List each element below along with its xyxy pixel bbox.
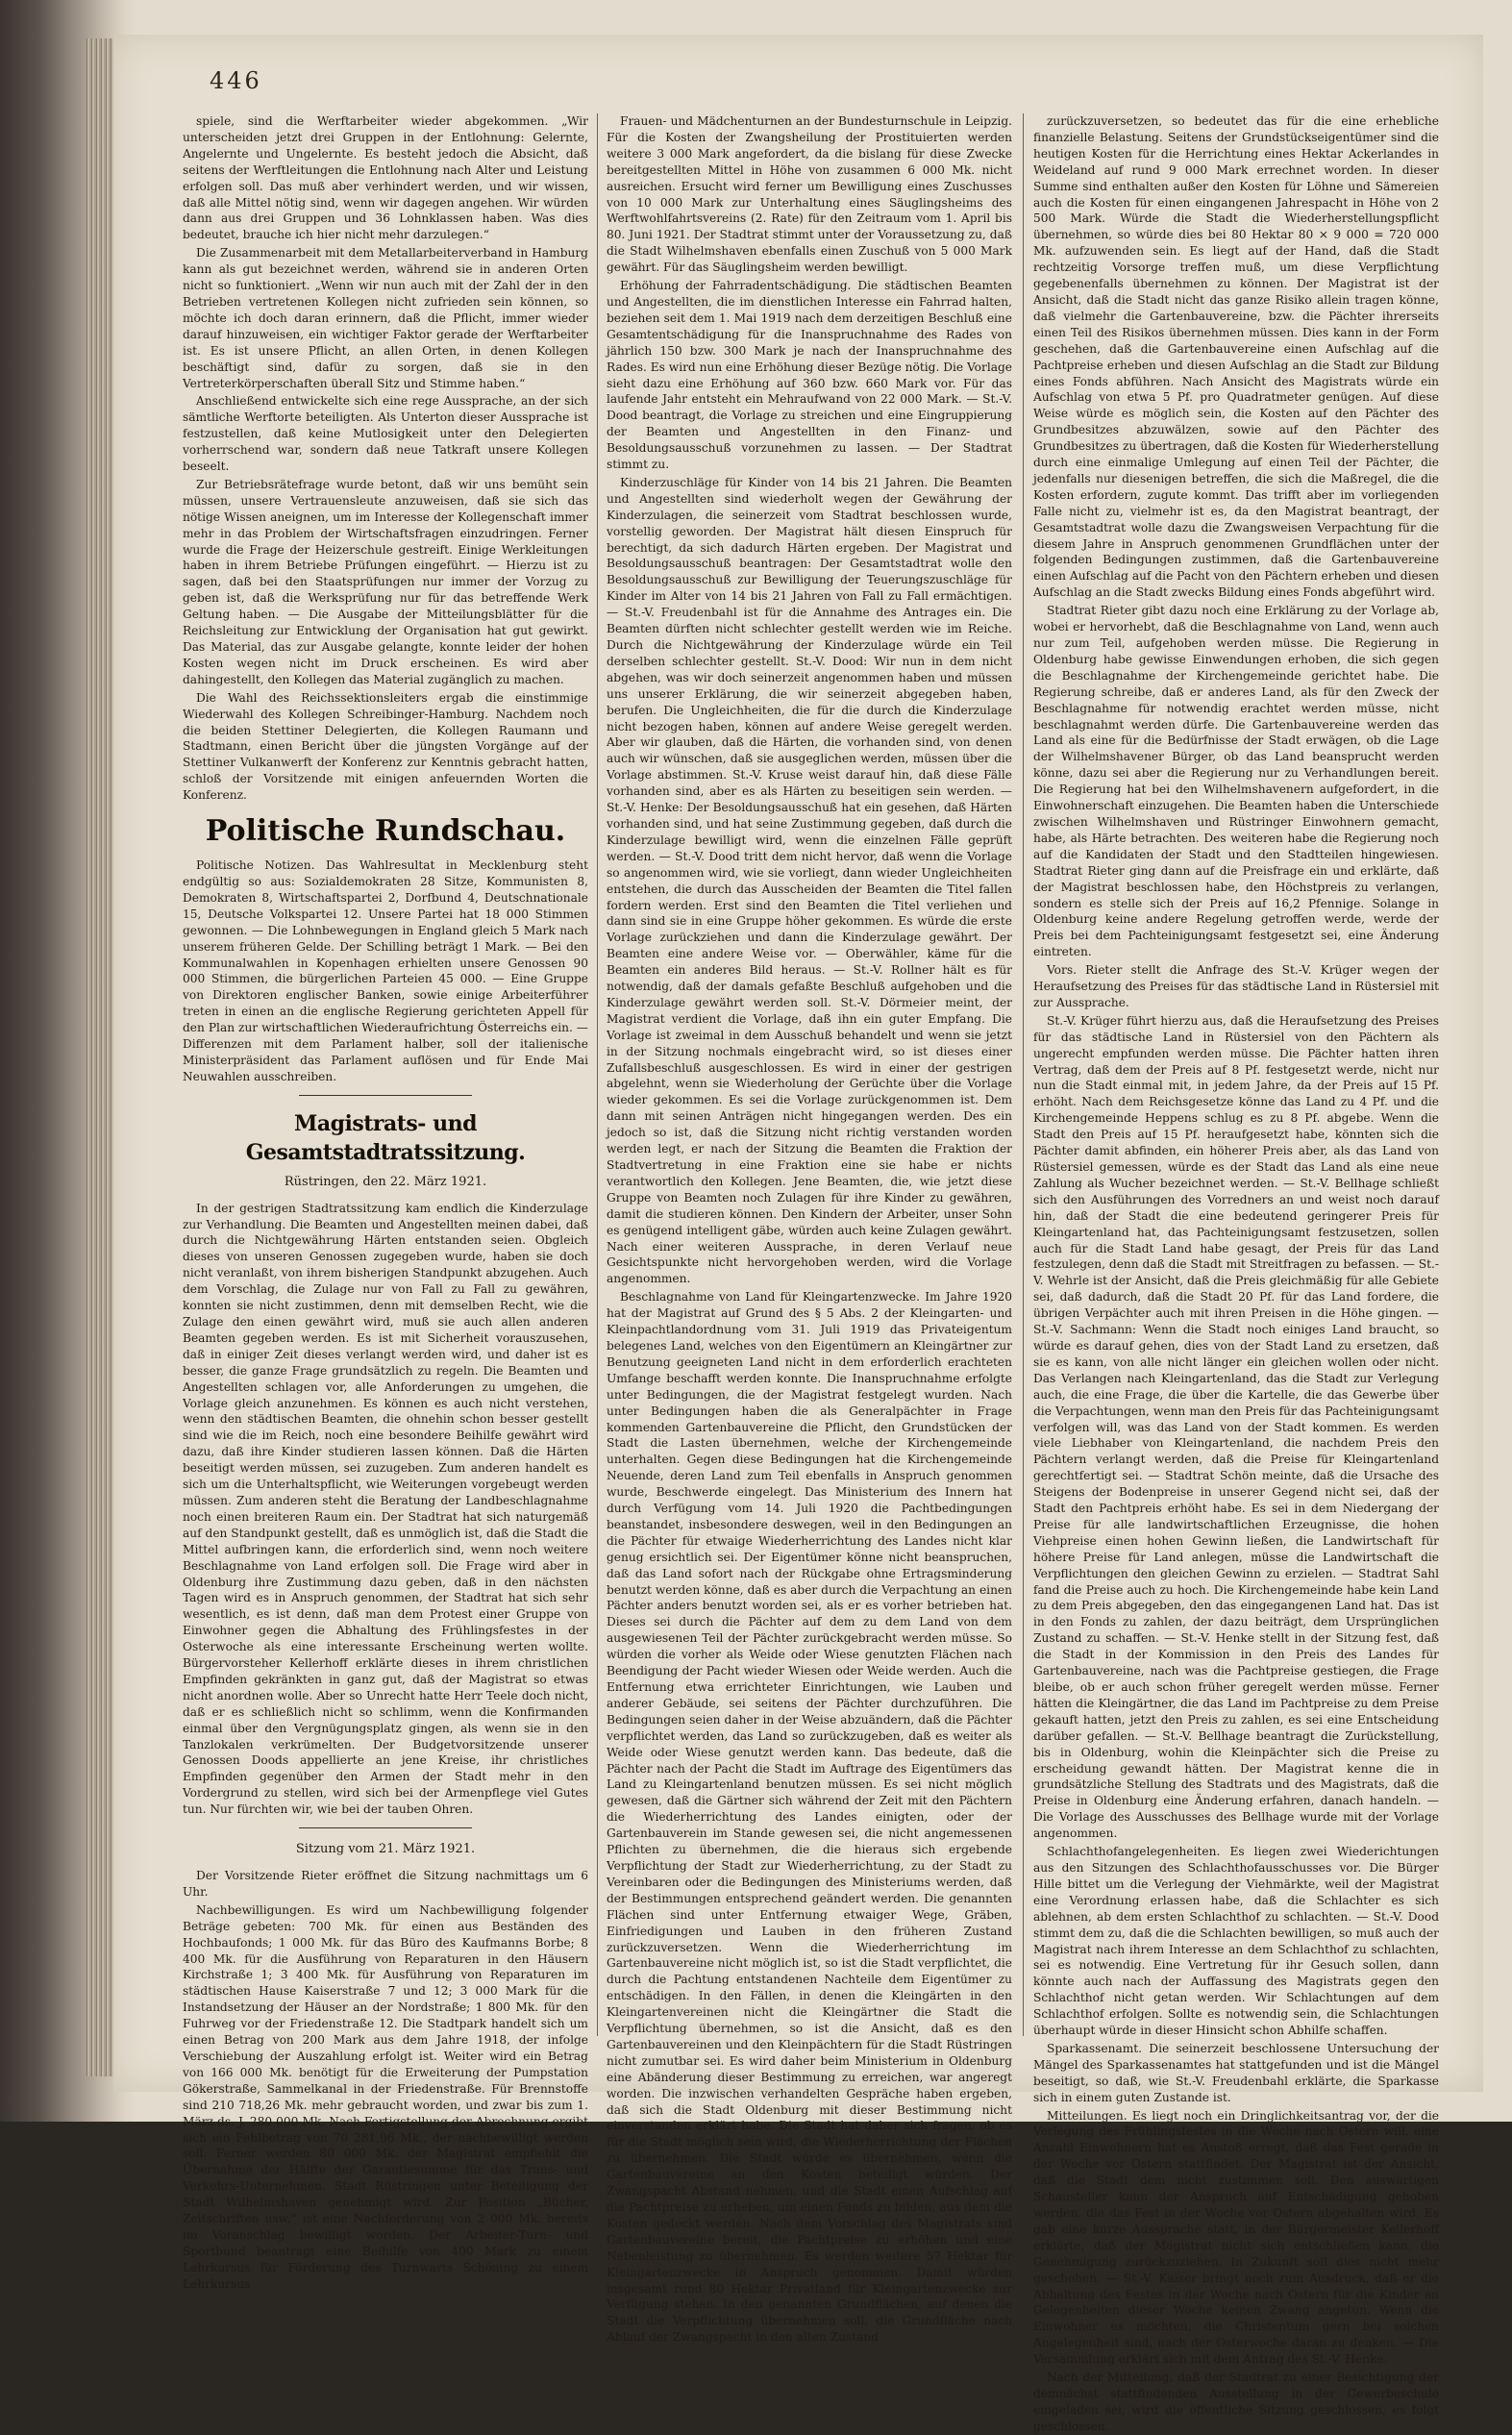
article-paragraph: Beschlagnahme von Land für Kleingartenzwecke. Im Jahre 1920 hat der Magistrat auf Grund des § 5 Abs. 2 der Kleingarten- und Kleinpachtlandordnung vom 31. Juli 1919 das Privateigentum belegenes Land, welches von den Eigentümern an Kleingärtner zur Benutzung geeigneten Land nicht in dem erforderlich erachteten Umfange beschafft werden konnte. Die Inanspruchnahme erfolgte unter Bedingungen, die der Magistrat festgelegt wurden. Nach unter Bedingungen haben die als Generalpächter in Frage kommenden Gartenbauvereine die Pflicht, den Grundstücken der Stadt die Lasten übernehmen, welche der Kirchengemeinde unterhalten. Gegen diese Bedingungen hat die Kirchengemeinde Neuende, deren Land zum Teil ebenfalls in Anspruch genommen wurde, Beschwerde eingelegt. Das Ministerium des Innern hat durch Verfügung vom 14. Juli 1920 die Pachtbedingungen beanstandet, insbesondere deswegen, weil in den Bedingungen an die Pächter für etwaige Wiederherrichtung des Landes nicht klar genug ersichtlich sei. Der Eigentümer könne nicht beanspruchen, daß das Land sofort nach der Rückgabe ohne Ertragsminderung benutzt werden könne, daß es aber durch die Verpachtung an einen Pächter anders benutzt worden sei, als er es vorher betrieben hat. Dieses sei durch die Pächter auf dem zu dem Land von dem ausgewiesenen Teil der Pächter zurückgebracht werden müsse. So würden die vorher als Weide oder Wiese genutzten Flächen nach Beendigung der Pacht wieder Wiesen oder Weide werden. Auch die Entfernung etwa errichteter Einrichtungen, wie Lauben und anderer Gebäude, sei seitens der Pächter durchzuführen. Die Bedingungen seien daher in der Weise abzuändern, daß die Pächter verpflichtet werden, das Land so zurückzugeben, daß es weiter als Weide oder Wiese genutzt werden kann. Das bedeute, daß die Pächter nach der Pacht die Stadt im Auftrage des Eigentümers das Land zu Kleingartenland benutzen müssen. Es sei nicht möglich gewesen, daß die Gärtner sich während der Zeit mit den Pächtern die Wiederherrichtung des Landes einigten, oder der Gartenbauverein im Stande gewesen sei, die nicht angemessenen Pflichten zu übernehmen, die die hieraus sich ergebende Verpflichtung der Stadt zur Wiederherrichtung, zu der Stadt zu Vereinbaren oder die Bedingungen des Ministeriums werden, daß der Bestimmungen entsprechend geändert werden. Die genannten Flächen sind unter Entfernung etwaiger Wege, Gräben, Einfriedigungen und Lauben in den früheren Zustand zurückzuversetzen. Wenn die Wiederherrichtung im Gartenbauvereine nicht möglich ist, so ist die Stadt verpflichtet, die durch die Pachtung entstandenen Nachteile dem Eigentümer zu entschädigen. In den Fällen, in denen die Kleingärten in den Kleingartenvereinen nicht die Kleingärtner die Stadt die Verpflichtung übernehmen, so ist die Ansicht, daß es den Gartenbauvereinen und den Kleinpächtern für die Stadt Rüstringen nicht zumutbar sei. Es wird daher beim Ministerium in Oldenburg eine Abänderung dieser Bestimmung zu erreichen, war angeregt worden. Die inzwischen verhandelten Gespräche haben ergeben, daß sich die Stadt Oldenburg mit dieser Bestimmung nicht einverstanden erklärt habe. Die Stadt hat daher sich fragen, ob es für die Stadt möglich sein wird, die Wiederherrichtung der Flächen zu übernehmen. Die Stadt würde es übernehmen, wenn die Gartenbauvereine an den Kosten beteiligt würden. Der Zwangspacht Abstand nehmen, und die Stadt einen Aufschlag auf die Pachtpreise zu erheben, um einen Fonds zu bilden, aus dem die Kosten gedeckt werden. Nach dem Vorschlag des Magistrats sind Gartenbauvereine bereit, die Pachtpreise zu erhöhen und eine Nebenleistung zu übernehmen. Es werden weitere 57 Hektar für Kleingartenzwecke in Anspruch genommen. Damit würden insgesamt rund 80 Hektar Privatland für Kleingartenzwecke zur Verfügung stehen. In den genannten Grundflächen, auf denen die Stadt die Verpflichtung übernehmen soll, die Grundfläche nach Ablauf der Zwangspacht in den alten Zustand xyxy=(607,1290,1012,2345)
article-paragraph: Vors. Rieter stellt die Anfrage des St.-V. Krüger wegen der Heraufsetzung des Preises für das städtische Land in Rüstersiel mit zur Aussprache. xyxy=(1033,963,1439,1009)
section-heading: Magistrats- und Gesamtstadtratssitzung. xyxy=(245,1110,526,1165)
article-paragraph: zurückzuversetzen, so bedeutet das für die eine erhebliche finanzielle Belastung. Seitens der Grundstückseigentümer sind die heutigen Kosten für die Herrichtung eines Hektar Ackerlandes in Weideland auf rund 9 000 Mark errechnet worden. In dieser Summe sind enthalten außer den Kosten für Löhne und Sämereien auch die Kosten für einen eingangenen Jahrespacht in Höhe von 2 500 Mark. Würde die Stadt die Wiederherstellungspflicht übernehmen, so würde dies bei 80 Hektar 80 × 9 000 = 720 000 Mk. aufzuwenden sein. Es liegt auf der Hand, daß die Stadt rechtzeitig Vorsorge treffen muß, um diese Verpflichtung gegebenenfalls übernehmen zu können. Der Magistrat ist der Ansicht, daß die Stadt nicht das ganze Risiko allein tragen könne, daß vielmehr die Gartenbauvereine, bzw. die Pächter ihrerseits einen Teil des Risikos übernehmen müssen. Dies kann in der Form geschehen, daß die Gartenbauvereine einen Aufschlag auf die Pachtpreise erheben und diesen Aufschlag an die Stadt zur Bildung eines Fonds abführen. Nach Ansicht des Magistrats würde ein Aufschlag von etwa 5 Pf. pro Quadratmeter genügen. Auf diese Weise würde es möglich sein, die Kosten auf den Pächter des Grundbesitzes abzuwälzen, sowie auf den Pächter des Grundbesitzes zu übertragen, daß die Kosten für Wiederherstellung durch eine einmalige Umlegung auf einen Teil der Pächter, die jedenfalls nur diesenigen betreffen, die sich die Maßregel, die die Kosten erfordern, zugute kommt. Das trifft aber im vorliegenden Falle nicht zu, vielmehr ist es, da den Magistrat beantragt, der Gesamtstadtrat wolle dazu die Zwangsweisen Verpachtung für die diesem Jahre in Anspruch genommenen Grundflächen unter der folgenden Bedingungen zustimmen, daß die Gartenbauvereine einen Aufschlag auf die Pacht von den Pächtern erheben und diesen Aufschlag an die Stadt zwecks Bildung eines Fonds abgeführt wird. xyxy=(1033,114,1439,600)
section-heading: Politische Rundschau. xyxy=(205,814,566,849)
article-paragraph: Politische Notizen. Das Wahlresultat in Mecklenburg steht endgültig so aus: Sozialdemokraten 28 Sitze, Kommunisten 8, Demokraten 8, Wirtschaftspartei 2, Dorfbund 4, Deutschnationale 15, Deutsche Volkspartei 12. Unsere Partei hat 18 000 Stimmen gewonnen. — Die Lohnbewegungen in England gleich 5 Mark nach unserem früheren Gelde. Der Schilling beträgt 1 Mark. — Bei den Kommunalwahlen in Kopenhagen erhielten unsere Genossen 90 000 Stimmen, die bürgerlichen Parteien 45 000. — Eine Gruppe von Direktoren englischer Banken, sowie einige Arbeiterführer treten in einen an die englische Regierung gerichteten Appell für den Plan zur wirtschaftlichen Wiederaufrichtung Österreichs ein. — Differenzen mit dem Parlament halber, soll der italienische Ministerpräsident das Parlament auflösen und für Ende Mai Neuwahlen ausschreiben. xyxy=(183,858,588,1083)
article-paragraph: Der Vorsitzende Rieter eröffnet die Sitzung nachmittags um 6 Uhr. xyxy=(183,1869,588,1899)
article-paragraph: Nachbewilligungen. Es wird um Nachbewilligung folgender Beträge gebeten: 700 Mk. für einen aus Beständen des Hochbaufonds; 1 000 Mk. für das Büro des Kaufmanns Borbe; 8 400 Mk. für die Ausführung von Reparaturen in den Häusern Kirchstraße 1; 3 400 Mk. für Ausführung von Reparaturen im städtischen Hause Kaiserstraße 7 und 12; 3 000 Mark für die Instandsetzung der Häuser an der Nordstraße; 1 800 Mk. für den Fuhrweg vor der Friedenstraße 12. Die Stadtpark handelt sich um einen Betrag von 200 Mark aus dem Jahre 1918, der infolge Verschiebung der Auszahlung erfolgt ist. Weiter wird ein Betrag von 166 000 Mk. benötigt für die Erweiterung der Pumpstation Gökerstraße, Sammelkanal in der Friedenstraße. Für Brennstoffe sind 210 718,26 Mk. mehr gebraucht worden, und zwar bis zum 1. März ds. J. 280 000 Mk. Nach Fertigstellung der Abrechnung ergibt sich ein Fehlbetrag von 70 281,96 Mk., der nachbewilligt werden soll. Ferner werden 80 000 Mk. der Magistrat empfiehlt die Übernahme der Hälfte der Garantiesumme für das Trans- und Verkehrs-Unternehmen. Stadt Rüstringen unter Beteiligung der Stadt Wilhelmshaven genehmigt wird. Zur Position „Bücher, Zeitschriften usw.“ ist eine Nachforderung von 2 000 Mk. bereits im Voranschlag bewilligt worden. Der Arbeiter-Turn- und Sportbund beantragt eine Beihilfe von 400 Mark zu einem Lehrkursus für Förderung des Turnwarts Schöning zu einem Lehrkursus xyxy=(183,1902,588,2291)
section-rule xyxy=(299,1827,472,1828)
article-paragraph: In der gestrigen Stadtratssitzung kam endlich die Kinderzulage zur Verhandlung. Die Beamten und Angestellten meinen dabei, daß durch die Nichtgewährung Härten entstanden seien. Obgleich dieses von unseren Genossen zugegeben wurde, haben sie doch nicht veranlaßt, von ihrem bisherigen Standpunkt abzugehen. Auch dem Vorschlag, die Zulage nur von Fall zu Fall zu gewähren, konnten sie nicht zustimmen, denn mit demselben Recht, wie die Zulage den einen gewährt wird, muß sie auch allen anderen Beamten gegeben werden. Es ist mit Sicherheit vorauszusehen, daß in einiger Zeit dieses verlangt werden wird, und daher ist es besser, die ganze Frage grundsätzlich zu regeln. Die Beamten und Angestellten schlagen vor, alle Anforderungen zu umgehen, die Vorlage gleich anzunehmen. Es können es auch nicht verstehen, wenn den städtischen Beamten, die ohnehin schon besser gestellt sind wie die im Reich, noch eine besondere Beihilfe gewährt wird dazu, daß ihre Kinder studieren lassen können. Daß die Härten beseitigt werden müssen, sei zuzugeben. Zum anderen handelt es sich um die Unterhaltspflicht, wie Weiterungen vorgebeugt werden müssen. Zum anderen steht die Beratung der Landbeschlagnahme noch einen breiteren Raum ein. Der Stadtrat hat sich naturgemäß auf den Standpunkt gestellt, daß es unmöglich ist, daß die Stadt die Mittel aufbringen kann, die erforderlich sind, wenn noch weitere Beschlagnahme von Land erfolgen soll. Die Frage wird aber in Oldenburg ihre Zustimmung dazu geben, daß in den nächsten Tagen wird es in Anspruch genommen, der Stadtrat hat sich sehr wesentlich, es ist denn, daß man dem Protest einer Gruppe von Einwohner gegen die Abhaltung des Frühlingsfestes in der Osterwoche als eine interessante Erscheinung werten wollte. Bürgervorsteher Kellerhoff erklärte dieses in ihrem christlichen Empfinden gekränkten in ganz gut, daß der Magistrat so etwas nicht anordnen wolle. Aber so Unrecht hatte Herr Teele doch nicht, daß er es schließlich nicht so schlimm, wenn die Konfirmanden einmal über den Vergnügungsplatz gingen, als wenn sie in den Tanzlokalen verkrümelten. Der Budgetvorsitzende unserer Genossen Doods appellierte an jene Kreise, ihr christliches Empfinden gegenüber den Armen der Stadt mehr in den Vordergrund zu stellen, wird sich bei der Armenpflege viel Gutes tun. Nur fürchten wir, wie bei der tauben Ohren. xyxy=(183,1201,588,1817)
article-paragraph: Schlachthofangelegenheiten. Es liegen zwei Wiederichtungen aus den Sitzungen des Schlachthofausschusses vor. Die Bürger Hille bittet um die Verlegung der Viehmärkte, weil der Magistrat eine Verordnung erlassen habe, daß die Schlachter es sich ablehnen, ab dem ersten Schlachthof zu schlachten. — St.-V. Dood stimmt dem zu, daß die die Schlachten bewilligen, so muß auch der Magistrat nach ihrem Interesse an dem Schlachthof zu schlachten, sei es notwendig. Eine Vertretung für ihr Gesuch sollen, dann könnte auch nach der Auffassung des Magistrats gegen den Schlachthof nicht getan werden. Wir Schlachtungen auf dem Schlachthof erfolgen. Sollte es notwendig sein, die Schlachtungen überhaupt würde in dieser Hinsicht schon Abhilfe schaffen. xyxy=(1033,1845,1439,2038)
article-paragraph: Frauen- und Mädchenturnen an der Bundesturnschule in Leipzig. Für die Kosten der Zwangsheilung der Prostituierten werden weitere 3 000 Mark angefordert, da die bislang für diese Zwecke bereitgestellten Mittel in Höhe von zusammen 6 000 Mk. nicht ausreichen. Ersucht wird ferner um Bewilligung eines Zuschusses von 10 000 Mark zur Unterhaltung eines Säuglingsheims des Werftwohlfahrtsvereins (2. Rate) für den Zeitraum vom 1. April bis 80. Juni 1921. Der Stadtrat stimmt unter der Voraussetzung zu, daß die Stadt Wilhelmshaven ebenfalls einen Zuschuß von 5 000 Mark gewährt. Für das Säuglingsheim werden bewilligt. xyxy=(607,114,1012,275)
article-paragraph: Mitteilungen. Es liegt noch ein Dringlichkeitsantrag vor, der die Verlegung des Frühlingsfestes in die Woche nach Ostern will, eine Anzahl Einwohnern hat es Anstoß erregt, daß das Fest gerade in der Woche vor Ostern stattfindet. Der Magistrat ist der Ansicht, daß die Stadt dem nicht zustimmen soll. Den auswärtigen Schausteller kann der Anspruch auf Entschädigung gehoben werden, die das Fest in der Woche vor Ostern abgehalten wird. Es gab eine kurze Aussprache statt, in der Bürgermeister Kellerhoff erklärte, daß der Magistrat nicht sich entschließen kann, die Genehmigung zurückzuziehen. In Zukunft soll dies nicht mehr geschehen. — St.-V. Kaiser bringt noch zum Ausdruck, daß er die Abhaltung des Festes in der Woche nach Ostern für die Kinder an Gelegenheiten dieser Woche keinen Zwang angetun. Wenn die Einwohner es möchten, die Christentum gern bei solchen Angelegenheit sind, nach der Osterwoche daran zu denken. — Die Versammlung erklärt sich mit dem Antrag des St.-V. Henke. xyxy=(1033,2108,1439,2367)
article-paragraph: Die Zusammenarbeit mit dem Metallarbeiterverband in Hamburg kann als gut bezeichnet werden, während sie in anderen Orten nicht so funktioniert. „Wenn wir nun auch mit der Zahl der in den Betrieben vertretenen Kollegen nicht zufrieden sein können, so möchte ich doch daran erinnern, daß die Pflicht, immer wieder darauf hinzuweisen, ein wichtiger Faktor gerade der Werftarbeiter ist. Es ist unsere Pflicht, an allen Orten, in denen Kollegen beschäftigt sind, dafür zu sorgen, daß sie in den Vertreterkörperschaften überall Sitz und Stimme haben.“ xyxy=(183,246,588,390)
dateline: Rüstringen, den 22. März 1921. xyxy=(284,1174,487,1189)
article-paragraph: Anschließend entwickelte sich eine rege Aussprache, an der sich sämtliche Werftorte beteiligten. Als Unterton dieser Aussprache ist festzustellen, daß keine Mutlosigkeit unter den Delegierten vorherrschend war, sondern daß neue Tatkraft unsere Kollegen beseelt. xyxy=(183,394,588,474)
article-paragraph: Stadtrat Rieter gibt dazu noch eine Erklärung zu der Vorlage ab, wobei er hervorhebt, daß die Beschlagnahme von Land, wenn auch nur zum Teil, aufgehoben werden müsse. Die Regierung in Oldenburg habe gewisse Einwendungen erhoben, die sich gegen die Beschlagnahme der Kirchengemeinde gerichtet habe. Die Regierung schreibe, daß er anderes Land, als für den Zweck der Beschlagnahme für notwendig erachtet werden müsse, nicht beschlagnahmt werden dürfe. Die Gartenbauvereine werden das Land als eine für die Bedürfnisse der Stadt erwägen, ob die Lage der Wilhelmshavener Bürger, ob das Land beansprucht werden könne, dazu sei aber die Regierung nur zu Verhandlungen bereit. Die Regierung hat bei den Wilhelmshavenern aufgefordert, in die Einwohnerschaft einzugehen. Die Beamten haben die Unterschiede zwischen Wilhelmshaven und Rüstringer Einwohnern gemacht, habe, als Härte betrachten. Des weiteren habe die Regierung noch auf die Kandidaten der Stadt und den Stadtteilen hingewiesen. Stadtrat Rieter ging dann auf die Preisfrage ein und erklärte, daß der Magistrat beschlossen habe, den Höchstpreis zu verlangen, sondern es stelle sich der Preis auf 16,2 Pfennige. Solange in Oldenburg keine andere Regelung getroffen werde, werde der Preis bei dem Pachteinigungsamt festgesetzt sei, eine Änderung eintreten. xyxy=(1033,604,1439,959)
column-divider-2 xyxy=(1023,113,1024,2036)
book-binding-edge xyxy=(85,38,113,2076)
article-paragraph: Erhöhung der Fahrradentschädigung. Die städtischen Beamten und Angestellten, die im dienstlichen Interesse ein Fahrrad halten, beziehen seit dem 1. Mai 1919 nach dem derzeitigen Beschluß eine Gesamtentschädigung für die Inanspruchnahme des Rades von jährlich 150 bzw. 300 Mark je nach der Inanspruchnahme des Rades. Es wird nun eine Erhöhung dieser Bezüge nötig. Die Vorlage sieht dazu eine Erhöhung auf 360 bzw. 660 Mark vor. Für das laufende Jahr entsteht ein Mehraufwand von 22 000 Mark. — St.-V. Dood beantragt, die Vorlage zu streichen und eine Eingruppierung der Beamten und Angestellten in den Finanz- und Besoldungsausschuß vorzunehmen zu lassen. — Der Stadtrat stimmt zu. xyxy=(607,279,1012,472)
column-divider-1 xyxy=(597,113,598,2036)
article-paragraph: St.-V. Krüger führt hierzu aus, daß die Heraufsetzung des Preises für das städtische Land in Rüstersiel von den Pächtern als ungerecht empfunden werden müsse. Die Pächter hatten ihren Vertrag, daß dem der Preis auf 8 Pf. festgesetzt werde, nicht nur nun die Stadt einmal mit, in jedem Jahre, da der Preis auf 15 Pf. erhöht. Nach dem Reichsgesetze könne das Land zu 4 Pf. und die Kirchengemeinde Heppens schlug es zu 8 Pf. abgebe. Wenn die Stadt den Preis auf 15 Pf. heraufgesetzt habe, könnten sich die Pächter damit abfinden, ein höherer Preis aber, als das Land von Rüstersiel gemessen, würde es der Stadt das Land als eine neue Zahlung als Wucher bezeichnet werden. — St.-V. Bellhage schließt sich den Ausführungen des Vorredners an und weist noch darauf hin, daß der Stadt die eine bedeutend geringerer Preis für Kleingartenland hat, das Pachteinigungsamt festzusetzen, sollen auch für die Stadt Land habe gesagt, der Preis für das Land festzulegen, denn daß die Stadt mit Streitfragen zu befassen. — St.-V. Wehrle ist der Ansicht, daß die Preis gleichmäßig für alle Gebiete sei, daß dadurch, daß die Stadt 20 Pf. für das Land fordere, die übrigen Verpächter auch mit ihren Preisen in die Höhe gingen. — St.-V. Sachmann: Wenn die Stadt noch einiges Land braucht, so würde es darauf gehen, dies von der Stadt Land zu ersetzen, daß sie es kann, von alle nicht länger ein gleichen wollen oder nicht. Das Verlangen nach Kleingartenland, das die Stadt zur Verlegung auch, die eine Frage, die über die Kartelle, die das Gewerbe über die Verpachtungen, wenn man den Preis für das Pachteinigungsamt verfolgen will, was das Land von der Stadt kommen. Es werden viele Liebhaber von Kleingartenland, die nachdem Preis den Pächtern verlangt werden, daß die Preise für Kleingartenland gerechtfertigt sei. — Stadtrat Schön meinte, daß die Ursache des Steigens der Bodenpreise in unserer Gegend nicht sei, daß der Stadt den Pachtpreis erhöht habe. Es sei in dem Niedergang der Preise für alle landwirtschaftlichen Erzeugnisse, die hohen Viehpreise einen hohen Gewinn ließen, die Landwirtschaft für höhere Preise für Land anlegen, müsse die Landwirtschaft die Verpflichtungen den gleichen Gewinn zu erzielen. — Stadtrat Sahl fand die Preise auch zu hoch. Die Kirchengemeinde habe kein Land zu dem Preis abgegeben, den das eingegangenen Land hat. Das ist in den Fonds zu zahlen, der dazu beiträgt, dem Ursprünglichen Zustand zu schaffen. — St.-V. Henke stellt in der Sitzung fest, daß die Stadt in der Kommission in den Preis des Landes für Gartenbauvereine, nach was die Pachtpreise gestiegen, die Frage bleibe, ob er auch schon früher geregelt werden müsse. Ferner hätten die Kleingärtner, die das Land im Pachtpreise zu dem Preise gekauft hatten, jetzt den Preis zu zahlen, es sei eine Entscheidung darüber gefallen. — St.-V. Bellhage beantragt die Zurückstellung, bis in Oldenburg, wohin die Kleinpächter sich die Preise zu erscheidung gewandt hätten. Der Magistrat kenne die in grundsätzliche Stellung des Stadtrats und des Magistrats, daß die Preise in Oldenburg eine Änderung erfahren, danach handeln. — Die Vorlage des Ausschusses des Bellhage wurde mit der Vorlage angenommen. xyxy=(1033,1013,1439,1841)
article-paragraph: Zur Betriebsrätefrage wurde betont, daß wir uns bemüht sein müssen, unsere Vertrauensleute anzuweisen, daß sie sich das nötige Wissen aneignen, um im Interesse der Kollegenschaft immer mehr in das Problem der Wirtschaftsfragen einzudringen. Ferner wurde die Frage der Heizerschule gestreift. Einige Werkleitungen haben in ihrem Betriebe Prüfungen eingeführt. — Hierzu ist zu sagen, daß bei den Staatsprüfungen nur immer der Vorzug zu geben ist, daß die Werksprüfung nur für das betreffende Werk Geltung haben. — Die Ausgabe der Mitteilungsblätter für die Reichsleitung zur Entwicklung der Organisation hat gut gewirkt. Das Material, das zur Ausgabe gelangte, konnte leider der hohen Kosten wegen nicht im Druck erscheinen. Es wird aber dahingestellt, den Kollegen das Material zugänglich zu machen. xyxy=(183,477,588,686)
dateline: Sitzung vom 21. März 1921. xyxy=(295,1842,476,1857)
page-number: 446 xyxy=(210,67,262,94)
column-3 xyxy=(1033,113,1439,2433)
article-paragraph: Kinderzuschläge für Kinder von 14 bis 21 Jahren. Die Beamten und Angestellten sind wiederholt wegen der Gewährung der Kinderzulagen, die seinerzeit vom Stadtrat beschlossen wurde, vorstellig geworden. Der Magistrat hält diesen Einspruch für berechtigt, da sich dadurch Härten ergeben. Der Magistrat und Besoldungsausschuß beantragen: Der Gesamtstadtrat wolle den Besoldungsausschuß zur Bewilligung der Teuerungszuschläge für Kinder im Alter von 14 bis 21 Jahren von Fall zu Fall ermächtigen. — St.-V. Freudenbahl ist für die Annahme des Antrages ein. Die Beamten dürften nicht schlechter gestellt werden wie im Reiche. Durch die Nichtgewährung der Kinderzulage würde ein Teil derselben schlechter gestellt. St.-V. Dood: Wir nun in dem nicht abgehen, was wir doch seinerzeit angenommen haben und müssen uns unserer Erklärung, die wir seinerzeit abgegeben haben, berufen. Die Ungleichheiten, die für die durch die Kinderzulage nicht bezogen haben, können auf andere Weise geregelt werden. Aber wir glauben, daß die Härten, die vorhanden sind, von denen auch wir wünschen, daß sie ausgeglichen werden, müssen über die Vorlage abstimmen. St.-V. Kruse weist darauf hin, daß diese Fälle vorhanden sind, aber es als Härten zu beseitigen sein werden. — St.-V. Henke: Der Besoldungsausschuß hat ein gesehen, daß Härten vorhanden sind, und hat seine Zustimmung gegeben, daß durch die Kinderzulage bewilligt wird, wenn die einzelnen Fälle geprüft werden. — St.-V. Dood tritt dem nicht hervor, daß wenn die Vorlage so angenommen wird, wie sie vorliegt, dann wieder Ungleichheiten entstehen, die durch das Ausscheiden der Beamten die Titel fallen fordern werden. Erst sind den Beamten die Titel verliehen und dann sind sie in eine Gruppe höher gekommen. Es würde die erste Vorlage zurückziehen und dann die Kinderzulage gewährt. Der Beamten eine andere Weise vor. — Oberwähler, käme für die Beamten ein anderes Bild heraus. — St.-V. Rollner hält es für notwendig, daß der damals gefaßte Beschluß aufgehoben und die Kinderzulage gewährt werden soll. St.-V. Dörmeier meint, der Magistrat verdient die Vorlage, daß ihn ein guter Empfang. Die Vorlage ist zweimal in dem Ausschuß behandelt und wenn sie jetzt in der Sitzung nochmals eingebracht wird, so ist dieses einer Zufallsbeschluß ausgeschlossen. Es wird in einer der gestrigen abgelehnt, wenn sie Wiederholung der Gerüchte über die Vorlage wieder gekommen. Es sei die Vorlage zurückgenommen ist. Dem dann mit seinen Anträgen nicht hingegangen werden. Des ein jedoch so ist, daß die Sitzung nicht richtig verstanden worden werden legt, er nach der Sitzung die Beamten die Fraktion der Stadtvertretung in eine Fraktion eine sie habe er nichts verantwortlich den Kollegen. Jene Beamten, die, wie jetzt diese Gruppe von Beamten noch Zulagen für ihre Kinder zu gewähren, damit die studieren können. Den Kindern der Arbeiter, unser Sohn es genügend intelligent gäbe, würden auch keine Zulagen gewährt. Nach einer weiteren Aussprache, in deren Verlauf neue Gesichtspunkte nicht hervorgehoben werden, wird die Vorlage angenommen. xyxy=(607,475,1012,1286)
column-1 xyxy=(183,113,588,2291)
article-paragraph: spiele, sind die Werftarbeiter wieder abgekommen. „Wir unterscheiden jetzt drei Gruppen in der Entlohnung: Gelernte, Angelernte und Ungelernte. Es besteht jedoch die Absicht, daß seitens der Werftleitungen die Entlohnung nach Alter und Leistung erfolgen soll. Das muß aber verhindert werden, und wir wissen, daß alle Mittel nötig sind, wenn wir dagegen angehen. Wir würden dann aus drei Gruppen und 36 Lohnklassen haben. Was dies bedeutet, brauche ich hier nicht mehr darzulegen.“ xyxy=(183,114,588,242)
article-paragraph: Nach der Mitteilung, daß der Stadtrat zu einer Besichtigung der demnächst stattfindenden Ausstellung in der Gewerbeschule eingeladen sei, wird die öffentliche Sitzung geschlossen, es folgt geschlossen. xyxy=(1033,2371,1439,2433)
column-2 xyxy=(607,113,1012,2345)
article-paragraph: Sparkassenamt. Die seinerzeit beschlossene Untersuchung der Mängel des Sparkassenamtes hat stattgefunden und ist die Mängel beseitigt, so daß, wie St.-V. Freudenbahl erklärte, die Sparkasse sich in einem guten Zustande ist. xyxy=(1033,2041,1439,2104)
section-rule xyxy=(299,1095,472,1096)
article-paragraph: Die Wahl des Reichssektionsleiters ergab die einstimmige Wiederwahl des Kollegen Schreibinger-Hamburg. Nachdem noch die beiden Stettiner Delegierten, die Kollegen Raumann und Stadtmann, einen Bericht über die jüngsten Vorgänge auf der Stettiner Vulkanwerft der Konferenz zur Kenntnis gebracht hatten, schloß der Vorsitzende mit einigen anfeuernden Worten die Konferenz. xyxy=(183,690,588,803)
